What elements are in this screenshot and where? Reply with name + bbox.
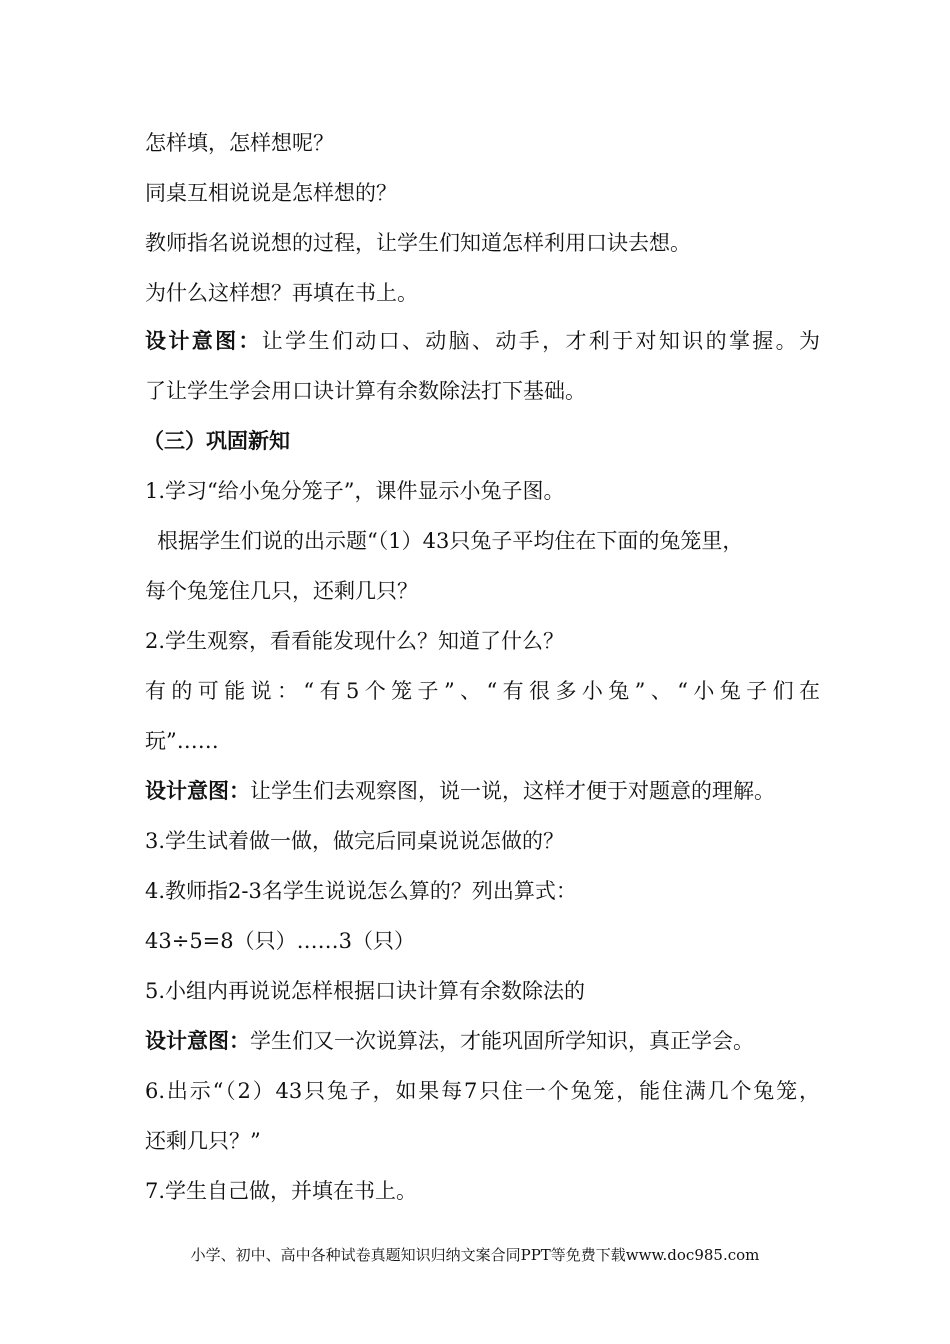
design-intent-text: 让学生们动口、动脑、动手，才利于对知识的掌握。为	[261, 329, 821, 353]
list-item: 3.学生试着做一做，做完后同桌说说怎做的？	[145, 829, 565, 853]
design-intent-label: 设计意图：	[145, 1028, 250, 1053]
design-intent-line	[145, 776, 775, 806]
paragraph-line: 为什么这样想？再填在书上。	[145, 281, 418, 305]
design-intent-text: 学生们又一次说算法，才能巩固所学知识，真正学会。	[250, 1029, 754, 1053]
paragraph-line: 有的可能说：“有5个笼子”、“有很多小兔”、“小兔子们在	[145, 679, 820, 703]
page-footer: 小学、初中、高中各种试卷真题知识归纳文案合同PPT等免费下载www.doc985.com	[190, 1246, 760, 1264]
paragraph-line: 还剩几只？”	[145, 1129, 261, 1153]
design-intent-line	[145, 1026, 754, 1056]
list-item: 5.小组内再说说怎样根据口诀计算有余数除法的	[145, 979, 586, 1003]
paragraph-line: 怎样填，怎样想呢？	[145, 131, 334, 155]
equation: 43÷5=8（只）……3（只）	[145, 929, 415, 953]
list-item: 7.学生自己做，并填在书上。	[145, 1179, 418, 1203]
section-heading: （三）巩固新知	[143, 428, 290, 453]
paragraph-line: 同桌互相说说是怎样想的？	[145, 181, 397, 205]
list-item: 6.出示“（2）43只兔子，如果每7只住一个兔笼，能住满几个兔笼，	[145, 1079, 820, 1103]
design-intent-text: 让学生们去观察图，说一说，这样才便于对题意的理解。	[250, 779, 775, 803]
paragraph-line: 玩”……	[145, 729, 219, 753]
design-intent-label: 设计意图：	[145, 328, 262, 353]
paragraph-line: 教师指名说说想的过程，让学生们知道怎样利用口诀去想。	[145, 231, 691, 255]
paragraph-line: 根据学生们说的出示题“（1）43只兔子平均住在下面的兔笼里，	[157, 529, 744, 553]
list-item: 2.学生观察，看看能发现什么？知道了什么？	[145, 629, 565, 653]
list-item: 1.学习“给小兔分笼子”，课件显示小兔子图。	[145, 479, 565, 503]
design-intent-label: 设计意图：	[145, 778, 250, 803]
paragraph-line: 每个兔笼住几只，还剩几只？	[145, 579, 418, 603]
list-item: 4.教师指2-3名学生说说怎么算的？列出算式：	[145, 879, 577, 903]
design-intent-line	[145, 326, 820, 356]
paragraph-line: 了让学生学会用口诀计算有余数除法打下基础。	[145, 379, 586, 403]
